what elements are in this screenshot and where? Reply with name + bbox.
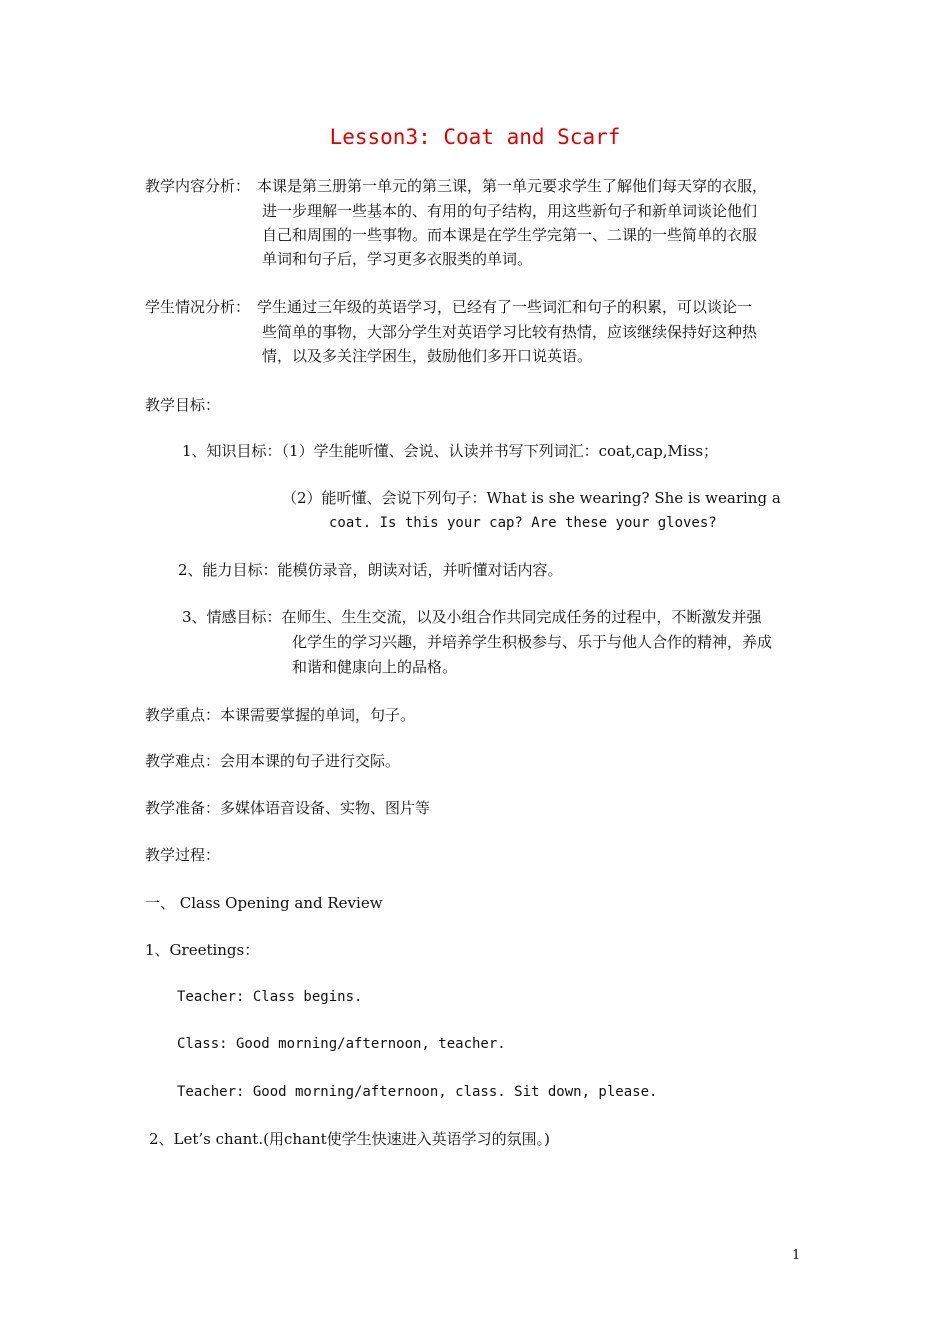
emotion-objective-line-1: 3、情感目标：在师生、生生交流，以及小组合作共同完成任务的过程中，不断激发并强: [182, 608, 762, 626]
student-analysis-line-3: 情，以及多关注学困生，鼓励他们多开口说英语。: [262, 347, 593, 365]
preparation: 教学准备：多媒体语音设备、实物、图片等: [145, 799, 431, 817]
content-analysis-line-3: 自己和周围的一些事物。而本课是在学生学完第一、二课的一些简单的衣服: [262, 226, 758, 244]
content-analysis-line-1: 本课是第三册第一单元的第三课，第一单元要求学生了解他们每天穿的衣服，: [257, 177, 768, 195]
dialogue-line-1: Teacher: Class begins.: [177, 989, 363, 1005]
content-analysis-line-4: 单词和句子后，学习更多衣服类的单词。: [262, 250, 533, 268]
chant-step: 2、Let’s chant.(用chant使学生快速进入英语学习的氛围。): [149, 1130, 551, 1148]
lesson-title: Lesson3: Coat and Scarf: [329, 125, 621, 149]
content-analysis-line-2: 进一步理解一些基本的、有用的句子结构，用这些新句子和新单词谈论他们: [262, 202, 758, 220]
knowledge-objective-line-1: 1、知识目标：（1）学生能听懂、会说、认读并书写下列词汇：coat,cap,Miss；: [182, 442, 719, 460]
knowledge-objective-line-3: coat. Is this your cap? Are these your gloves?: [329, 515, 717, 531]
student-analysis-line-2: 些简单的事物，大部分学生对英语学习比较有热情，应该继续保持好这种热: [262, 323, 758, 341]
dialogue-line-2: Class: Good morning/afternoon, teacher.: [177, 1036, 506, 1052]
process-heading: 教学过程：: [145, 846, 221, 864]
ability-objective: 2、能力目标：能模仿录音，朗读对话，并听懂对话内容。: [178, 561, 563, 579]
knowledge-objective-line-2: （2）能听懂、会说下列句子：What is she wearing? She is wearing a: [282, 489, 781, 507]
objectives-heading: 教学目标：: [145, 396, 221, 414]
dialogue-line-3: Teacher: Good morning/afternoon, class. Sit down, please.: [177, 1084, 658, 1100]
emotion-objective-line-3: 和谐和健康向上的品格。: [292, 658, 458, 676]
emotion-objective-line-2: 化学生的学习兴趣，并培养学生积极参与、乐于与他人合作的精神，养成: [292, 633, 773, 651]
student-analysis-label: 学生情况分析：: [145, 298, 251, 316]
key-points: 教学重点：本课需要掌握的单词，句子。: [145, 706, 416, 724]
student-analysis-line-1: 学生通过三年级的英语学习，已经有了一些词汇和句子的积累，可以谈论一: [257, 298, 753, 316]
section-1-heading: 一、 Class Opening and Review: [145, 894, 383, 912]
difficulties: 教学难点：会用本课的句子进行交际。: [145, 752, 401, 770]
greetings-heading: 1、Greetings：: [145, 941, 260, 959]
content-analysis-label: 教学内容分析：: [145, 177, 251, 195]
page-number: 1: [792, 1248, 801, 1263]
